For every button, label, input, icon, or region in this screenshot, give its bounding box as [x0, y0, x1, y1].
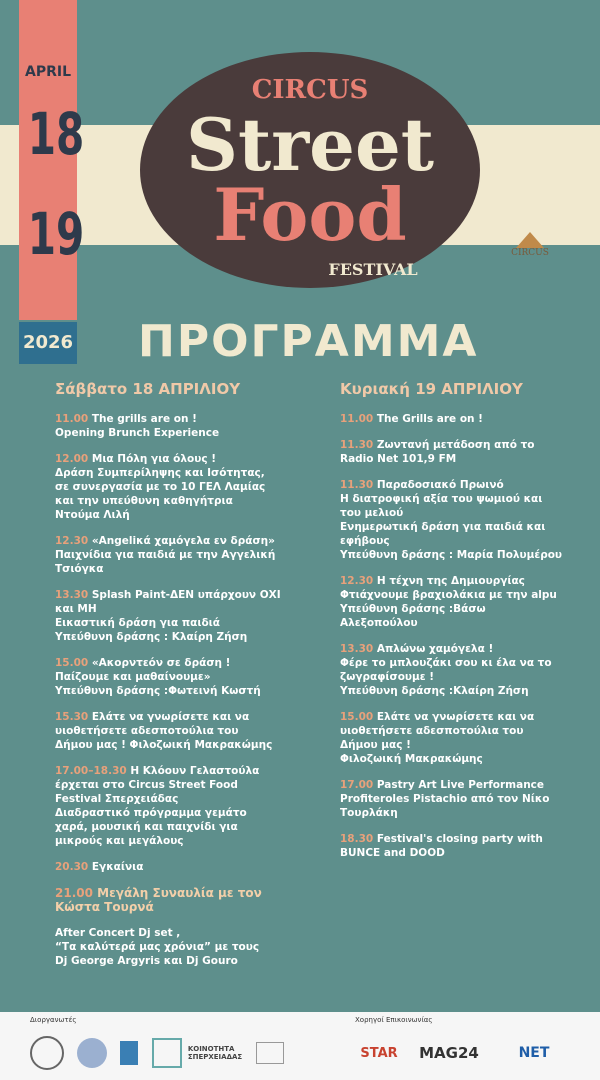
organizer-logo-2: [75, 1036, 109, 1070]
side-logo-text: CIRCUS: [511, 248, 549, 258]
logo-circus: CIRCUS: [251, 75, 369, 105]
event-item: [55, 452, 320, 522]
event-time: 17.00: [340, 779, 374, 791]
saturday-title: Σάββατο 18 ΑΠΡΙΛΙΟΥ: [55, 380, 241, 398]
event-item: [55, 860, 320, 874]
event-item: [340, 778, 595, 820]
sunday-title: Κυριακή 19 ΑΠΡΙΛΙΟΥ: [340, 380, 523, 398]
municipality-seal: [30, 1036, 64, 1070]
sunday-column: [340, 380, 595, 872]
organizer-logo-6: [253, 1036, 287, 1070]
event-text: Splash Paint-ΔΕΝ υπάρχουν ΟΧΙ και ΜΗ Εικαστική δράση για παιδιά Υπεύθυνη δράσης : Κλαίρη Ζήση: [55, 589, 281, 643]
sponsors-strip: [0, 1012, 600, 1080]
event-text: Η Κλόουν Γελαστούλα έρχεται στο Circus Street Food Festival Σπερχειάδας Διαδραστικό πρόγραμμα γεμάτο χαρά, μουσική και παιχνίδι για μικρούς και μεγάλους: [55, 765, 260, 847]
event-text: Απλώνω χαμόγελα ! Φέρε το μπλουζάκι σου κι έλα να το ζωγραφίσουμε ! Υπεύθυνη δράσης :Κλαίρη Ζήση: [340, 643, 552, 697]
event-text: The Grills are on !: [376, 413, 483, 425]
event-item: [340, 412, 595, 426]
logo-festival: FESTIVAL: [328, 260, 418, 279]
star-logo: STAR: [360, 1045, 398, 1061]
event-item: [55, 710, 320, 752]
event-item: [55, 588, 320, 644]
organizer-logo-4: [150, 1036, 184, 1070]
year-badge: 2026: [19, 322, 77, 364]
festival-logo: [138, 50, 483, 290]
event-text: Festival's closing party with BUNCE and DOOD: [340, 833, 543, 859]
organizers-label: Διοργανωτές: [30, 1016, 77, 1024]
event-time: 15.00: [340, 711, 374, 723]
event-time: 13.30: [340, 643, 374, 655]
communication-label: Χορηγοί Επικοινωνίας: [355, 1016, 433, 1024]
event-text: Pastry Art Live Performance Profiteroles Pistachio από τον Νίκο Τουρλάκη: [340, 779, 550, 819]
event-item: [55, 534, 320, 576]
event-time: 13.30: [55, 589, 89, 601]
event-text: Ελάτε να γνωρίσετε και να υιοθετήσετε αδεσποτούλια του Δήμου μας ! Φιλοζωική Μακρακώμης: [340, 711, 535, 765]
event-time: 11.30: [340, 439, 374, 451]
event-item: [340, 478, 595, 562]
event-time: 11.30: [340, 479, 374, 491]
event-text: Παραδοσιακό Πρωινό Η διατροφική αξία του ψωμιού και του μελιού Ενημερωτική δράση για παιδιά και εφήβους Υπεύθυνη δράσης : Μαρία Πολυμέρου: [340, 479, 563, 561]
event-text: «Angeliκά χαμόγελα εν δράση» Παιχνίδια για παιδιά με την Αγγελική Τσιόγκα: [55, 535, 276, 575]
radio-net-logo: NET: [518, 1045, 550, 1061]
event-time: 11.00: [55, 413, 89, 425]
event-time: 12.30: [340, 575, 374, 587]
mag24-logo: MAG24: [419, 1044, 479, 1062]
organizer-logo-3: [118, 1036, 140, 1070]
event-item: [340, 710, 595, 766]
logo-street: Street: [185, 102, 435, 187]
event-text: Η τέχνη της Δημιουργίας Φτιάχνουμε βραχιολάκια με την alpu Υπεύθυνη δράσης :Βάσω Αλεξοπούλου: [340, 575, 557, 629]
event-item: [55, 656, 320, 698]
event-item: [340, 574, 595, 630]
event-time: 12.30: [55, 535, 89, 547]
month-label: APRIL: [24, 64, 71, 80]
event-time: 15.30: [55, 711, 89, 723]
event-text: Εγκαίνια: [91, 861, 144, 873]
event-time: 20.30: [55, 861, 89, 873]
event-text: Ελάτε να γνωρίσετε και να υιοθετήσετε αδεσποτούλια του Δήμου μας ! Φιλοζωική Μακρακώμης: [55, 711, 273, 751]
event-item: [340, 832, 595, 860]
logo-food: Food: [213, 172, 407, 257]
event-item: [340, 642, 595, 698]
event-time: 17.00–18.30: [55, 765, 127, 777]
event-time: 21.00: [55, 886, 93, 900]
program-title: ΠΡΟΓΡΑΜΜΑ: [138, 316, 479, 367]
side-logo: [505, 232, 555, 282]
community-logo: ΚΟΙΝΟΤΗΤΑ ΣΠΕΡΧΕΙΑΔΑΣ: [187, 1045, 243, 1061]
event-text: Ζωντανή μετάδοση από το Radio Net 101,9 FM: [340, 439, 535, 465]
event-text: After Concert Dj set , “Τα καλύτερά μας χρόνια” με τους Dj George Argyris και Dj Gouro: [55, 927, 260, 967]
event-item: [340, 438, 595, 466]
day-19: 19: [27, 200, 85, 268]
event-time: 15.00: [55, 657, 89, 669]
event-text: Μεγάλη Συναυλία με τον Κώστα Τουρνά: [55, 886, 262, 914]
day-18: 18: [27, 100, 85, 168]
event-item: [55, 412, 320, 440]
event-text: Μια Πόλη για όλους ! Δράση Συμπερίληψης και Ισότητας, σε συνεργασία με το 10 ΓΕΛ Λαμίας και την υπεύθυνη καθηγήτρια Ντούμα Λιλή: [55, 453, 266, 521]
event-text: «Ακορντεόν σε δράση ! Παίζουμε και μαθαίνουμε» Υπεύθυνη δράσης :Φωτεινή Κωστή: [55, 657, 261, 697]
event-time: 18.30: [340, 833, 374, 845]
event-time: 12.00: [55, 453, 89, 465]
event-item: [55, 926, 320, 968]
event-time: 11.00: [340, 413, 374, 425]
event-text: The grills are on ! Opening Brunch Experience: [55, 413, 220, 439]
saturday-column: [55, 380, 320, 980]
event-item: [55, 764, 320, 848]
event-item: [55, 886, 320, 914]
tent-icon: [516, 232, 544, 248]
